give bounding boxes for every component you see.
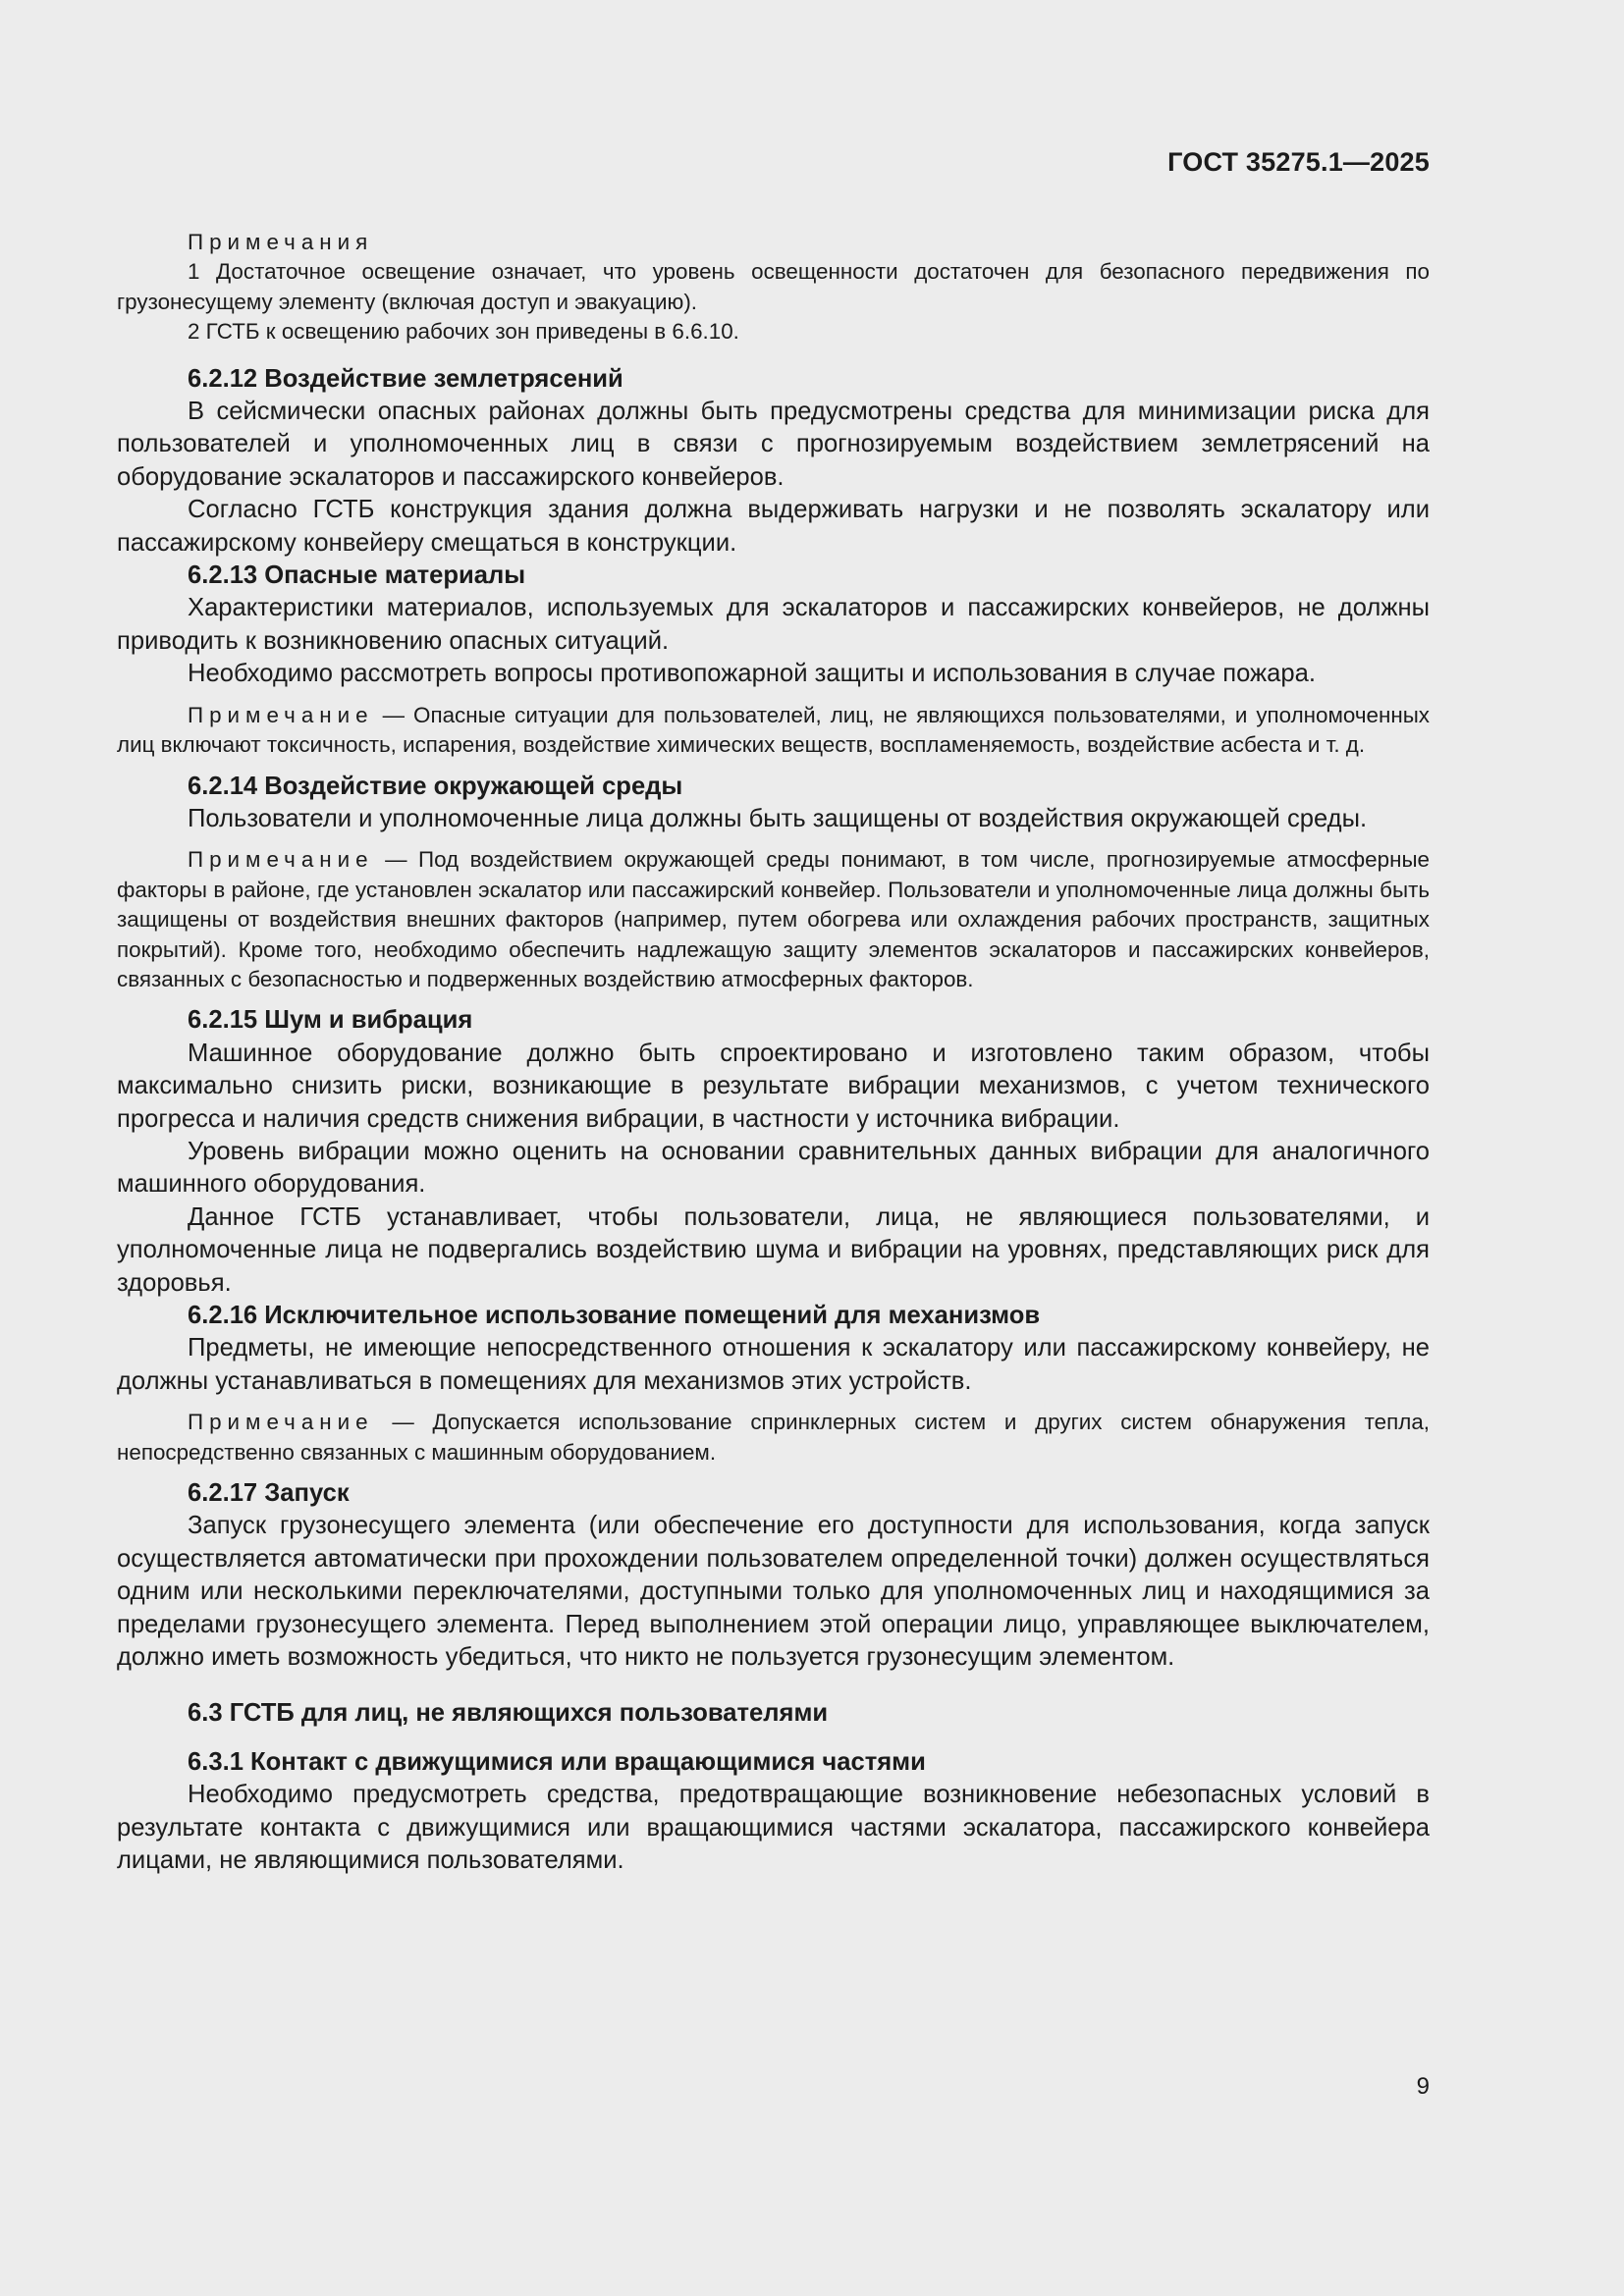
paragraph: Необходимо предусмотреть средства, предотвращающие возникновение небезопасных условий в результате контакта с движущимися или вращающимися частями эскалатора, пассажирского конвейера лицами, не являющимися пользователями. — [117, 1781, 1430, 1875]
note-item-2: 2 ГСТБ к освещению рабочих зон приведены в 6.6.10. — [188, 319, 739, 345]
paragraph: Согласно ГСТБ конструкция здания должна выдерживать нагрузки и не позволять эскалатору или пассажирскому конвейеру смещаться в конструкции. — [117, 496, 1430, 557]
notes-title: Примечания — [188, 230, 374, 254]
section-heading-6-3: 6.3 ГСТБ для лиц, не являющихся пользователями — [188, 1699, 829, 1728]
section-heading-6-2-17: 6.2.17 Запуск — [188, 1479, 350, 1508]
page-number: 9 — [1416, 2073, 1430, 2100]
paragraph: Машинное оборудование должно быть спроектировано и изготовлено таким образом, чтобы максимально снизить риски, возникающие в результате вибрации механизмов, с учетом технического прогресса и наличия средств снижения вибрации, в частности у источника вибрации. — [117, 1039, 1430, 1133]
note-6-2-16 — [117, 1408, 1430, 1468]
section-heading-6-3-1: 6.3.1 Контакт с движущимися или вращающимися частями — [188, 1747, 926, 1776]
note-text: — Допускается использование спринклерных систем и других систем обнаружения тепла, непосредственно связанных с машинным оборудованием. — [117, 1410, 1430, 1465]
note-label: Примечание — [188, 702, 374, 727]
document-content — [117, 228, 1430, 1878]
note-text: — Опасные ситуации для пользователей, лиц, не являющихся пользователями, и уполномоченных лиц включают токсичность, испарения, воздействие химических веществ, воспламеняемость, воздействие асбеста и т. д. — [117, 702, 1430, 758]
paragraph: Характеристики материалов, используемых для эскалаторов и пассажирских конвейеров, не должны приводить к возникновению опасных ситуаций. — [117, 594, 1430, 655]
note-text: — Под воздействием окружающей среды понимают, в том числе, прогнозируемые атмосферные факторы в районе, где установлен эскалатор или пассажирский конвейер. Пользователи и уполномоченные лица должны быть защищены от воздействия внешних факторов (например, путем обогрева или охлаждения рабочих пространств, защитных покрытий). Кроме того, необходимо обеспечить надлежащую защиту элементов эскалаторов и пассажирских конвейеров, связанных с безопасностью и подверженных воздействию атмосферных факторов. — [117, 847, 1430, 991]
section-heading-6-2-15: 6.2.15 Шум и вибрация — [188, 1006, 473, 1035]
document-header: ГОСТ 35275.1—2025 — [1167, 147, 1430, 177]
paragraph: Уровень вибрации можно оценить на основании сравнительных данных вибрации для аналогичного машинного оборудования. — [117, 1137, 1430, 1199]
note-label: Примечание — [188, 1410, 374, 1435]
note-6-2-13 — [117, 701, 1430, 761]
paragraph: В сейсмически опасных районах должны быть предусмотрены средства для минимизации риска для пользователей и уполномоченных лиц в связи с прогнозируемым воздействием землетрясений на оборудование эскалаторов и пассажирского конвейеров. — [117, 398, 1430, 491]
section-heading-6-2-16: 6.2.16 Исключительное использование помещений для механизмов — [188, 1302, 1041, 1329]
paragraph: Предметы, не имеющие непосредственного отношения к эскалатору или пассажирскому конвейеру, не должны устанавливаться в помещениях для механизмов этих устройств. — [117, 1334, 1430, 1395]
paragraph: Запуск грузонесущего элемента (или обеспечение его доступности для использования, когда запуск осуществляется автоматически при прохождении пользователем определенной точки) должен осуществляться одним или несколькими переключателями, доступными только для уполномоченных лиц и находящимися за пределами грузонесущего элемента. Перед выполнением этой операции лицо, управляющее выключателем, должно иметь возможность убедиться, что никто не пользуется грузонесущим элементом. — [117, 1512, 1430, 1672]
section-heading-6-2-14: 6.2.14 Воздействие окружающей среды — [188, 772, 683, 800]
note-label: Примечание — [188, 847, 374, 873]
section-heading-6-2-13: 6.2.13 Опасные материалы — [188, 561, 526, 590]
paragraph: Пользователи и уполномоченные лица должны быть защищены от воздействия окружающей среды. — [188, 804, 1368, 832]
note-item-1: 1 Достаточное освещение означает, что уровень освещенности достаточен для безопасного передвижения по грузонесущему элементу (включая доступ и эвакуацию). — [117, 259, 1430, 314]
paragraph: Необходимо рассмотреть вопросы противопожарной защиты и использования в случае пожара. — [188, 660, 1316, 688]
note-6-2-14 — [117, 845, 1430, 994]
section-heading-6-2-12: 6.2.12 Воздействие землетрясений — [188, 364, 623, 393]
paragraph: Данное ГСТБ устанавливает, чтобы пользователи, лица, не являющиеся пользователями, и уполномоченные лица не подвергались воздействию шума и вибрации на уровнях, представляющих риск для здоровья. — [117, 1202, 1430, 1297]
